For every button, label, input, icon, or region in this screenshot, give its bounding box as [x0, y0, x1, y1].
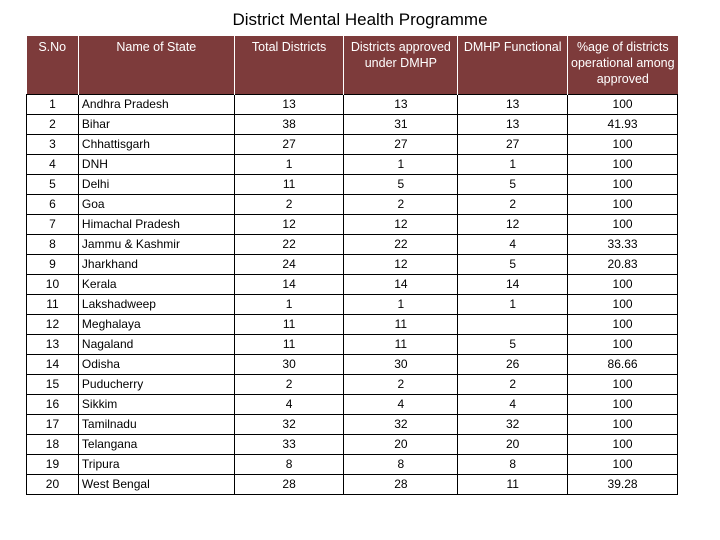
cell-percent-operational: 100 — [568, 154, 678, 174]
header-dmhp-functional: DMHP Functional — [458, 36, 568, 94]
table-row — [27, 154, 678, 174]
cell-sno: 4 — [27, 154, 79, 174]
cell-dmhp-functional: 32 — [458, 414, 568, 434]
cell-dmhp-functional: 11 — [458, 474, 568, 494]
cell-districts-approved: 32 — [344, 414, 458, 434]
header-row — [27, 36, 678, 94]
header-sno: S.No — [38, 40, 67, 54]
cell-dmhp-functional: 4 — [458, 234, 568, 254]
cell-total-districts: 1 — [234, 294, 344, 314]
cell-total-districts: 13 — [234, 94, 344, 114]
cell-sno: 17 — [27, 414, 79, 434]
cell-dmhp-functional: 5 — [458, 174, 568, 194]
cell-sno: 9 — [27, 254, 79, 274]
cell-total-districts: 14 — [234, 274, 344, 294]
cell-total-districts: 12 — [234, 214, 344, 234]
table-row — [27, 414, 678, 434]
cell-sno: 11 — [27, 294, 79, 314]
cell-districts-approved: 1 — [344, 154, 458, 174]
cell-districts-approved: 22 — [344, 234, 458, 254]
cell-districts-approved: 1 — [344, 294, 458, 314]
table-row — [27, 294, 678, 314]
cell-sno: 1 — [27, 94, 79, 114]
cell-state: Bihar — [78, 114, 234, 134]
table-row — [27, 314, 678, 334]
cell-sno: 15 — [27, 374, 79, 394]
cell-dmhp-functional: 12 — [458, 214, 568, 234]
cell-total-districts: 38 — [234, 114, 344, 134]
cell-districts-approved: 12 — [344, 254, 458, 274]
cell-percent-operational: 100 — [568, 214, 678, 234]
cell-sno: 7 — [27, 214, 79, 234]
table-body — [27, 94, 678, 494]
cell-percent-operational: 100 — [568, 94, 678, 114]
cell-total-districts: 11 — [234, 334, 344, 354]
table-row — [27, 474, 678, 494]
cell-percent-operational: 41.93 — [568, 114, 678, 134]
cell-percent-operational: 100 — [568, 434, 678, 454]
cell-districts-approved: 13 — [344, 94, 458, 114]
cell-total-districts: 30 — [234, 354, 344, 374]
cell-percent-operational: 20.83 — [568, 254, 678, 274]
cell-percent-operational: 100 — [568, 274, 678, 294]
cell-percent-operational: 100 — [568, 294, 678, 314]
cell-state: Goa — [78, 194, 234, 214]
cell-districts-approved: 27 — [344, 134, 458, 154]
cell-dmhp-functional: 14 — [458, 274, 568, 294]
cell-sno: 18 — [27, 434, 79, 454]
cell-state: Jharkhand — [78, 254, 234, 274]
cell-state: Puducherry — [78, 374, 234, 394]
cell-districts-approved: 31 — [344, 114, 458, 134]
cell-total-districts: 11 — [234, 314, 344, 334]
table-row — [27, 354, 678, 374]
table-row — [27, 394, 678, 414]
cell-dmhp-functional: 4 — [458, 394, 568, 414]
cell-districts-approved: 14 — [344, 274, 458, 294]
header-state: Name of State — [78, 36, 234, 94]
cell-state: Andhra Pradesh — [78, 94, 234, 114]
cell-sno: 5 — [27, 174, 79, 194]
cell-percent-operational: 100 — [568, 334, 678, 354]
table-row — [27, 114, 678, 134]
cell-state: Nagaland — [78, 334, 234, 354]
cell-total-districts: 28 — [234, 474, 344, 494]
cell-districts-approved: 20 — [344, 434, 458, 454]
cell-total-districts: 4 — [234, 394, 344, 414]
cell-total-districts: 32 — [234, 414, 344, 434]
cell-total-districts: 2 — [234, 194, 344, 214]
cell-total-districts: 11 — [234, 174, 344, 194]
cell-state: Telangana — [78, 434, 234, 454]
cell-state: Himachal Pradesh — [78, 214, 234, 234]
cell-state: Jammu & Kashmir — [78, 234, 234, 254]
cell-state: Tamilnadu — [78, 414, 234, 434]
cell-state: DNH — [78, 154, 234, 174]
cell-state: Odisha — [78, 354, 234, 374]
cell-sno: 3 — [27, 134, 79, 154]
cell-dmhp-functional: 5 — [458, 334, 568, 354]
cell-districts-approved: 4 — [344, 394, 458, 414]
table-row — [27, 274, 678, 294]
cell-dmhp-functional: 2 — [458, 374, 568, 394]
cell-sno: 8 — [27, 234, 79, 254]
cell-districts-approved: 11 — [344, 334, 458, 354]
cell-dmhp-functional: 27 — [458, 134, 568, 154]
cell-percent-operational: 100 — [568, 414, 678, 434]
cell-dmhp-functional: 26 — [458, 354, 568, 374]
cell-percent-operational: 100 — [568, 454, 678, 474]
cell-state: Sikkim — [78, 394, 234, 414]
cell-state: Meghalaya — [78, 314, 234, 334]
cell-districts-approved: 12 — [344, 214, 458, 234]
cell-dmhp-functional: 5 — [458, 254, 568, 274]
cell-districts-approved: 11 — [344, 314, 458, 334]
cell-sno: 19 — [27, 454, 79, 474]
cell-total-districts: 27 — [234, 134, 344, 154]
page-title: District Mental Health Programme — [232, 10, 488, 29]
cell-dmhp-functional: 1 — [458, 154, 568, 174]
table-row — [27, 214, 678, 234]
cell-sno: 2 — [27, 114, 79, 134]
cell-sno: 12 — [27, 314, 79, 334]
cell-sno: 10 — [27, 274, 79, 294]
cell-state: Chhattisgarh — [78, 134, 234, 154]
table-row — [27, 374, 678, 394]
cell-districts-approved: 5 — [344, 174, 458, 194]
header-districts-approved: Districts approved under DMHP — [344, 36, 458, 94]
cell-dmhp-functional: 1 — [458, 294, 568, 314]
cell-state: Delhi — [78, 174, 234, 194]
cell-dmhp-functional: 8 — [458, 454, 568, 474]
cell-dmhp-functional: 13 — [458, 94, 568, 114]
table-row — [27, 454, 678, 474]
cell-dmhp-functional: 2 — [458, 194, 568, 214]
dmhp-table — [26, 36, 678, 495]
cell-sno: 13 — [27, 334, 79, 354]
header-percent-operational: %age of districts operational among approved — [568, 36, 678, 94]
cell-state: Tripura — [78, 454, 234, 474]
cell-state: Lakshadweep — [78, 294, 234, 314]
cell-percent-operational: 86.66 — [568, 354, 678, 374]
cell-state: Kerala — [78, 274, 234, 294]
cell-total-districts: 2 — [234, 374, 344, 394]
cell-total-districts: 33 — [234, 434, 344, 454]
cell-percent-operational: 100 — [568, 374, 678, 394]
table-row — [27, 234, 678, 254]
table-row — [27, 94, 678, 114]
table-row — [27, 334, 678, 354]
cell-total-districts: 1 — [234, 154, 344, 174]
cell-percent-operational: 39.28 — [568, 474, 678, 494]
cell-districts-approved: 2 — [344, 194, 458, 214]
table-row — [27, 254, 678, 274]
cell-total-districts: 22 — [234, 234, 344, 254]
table-row — [27, 194, 678, 214]
table-row — [27, 174, 678, 194]
cell-percent-operational: 100 — [568, 174, 678, 194]
cell-sno: 20 — [27, 474, 79, 494]
cell-percent-operational: 100 — [568, 194, 678, 214]
cell-percent-operational: 33.33 — [568, 234, 678, 254]
cell-sno: 14 — [27, 354, 79, 374]
cell-percent-operational: 100 — [568, 314, 678, 334]
cell-sno: 16 — [27, 394, 79, 414]
table-row — [27, 134, 678, 154]
cell-total-districts: 24 — [234, 254, 344, 274]
cell-total-districts: 8 — [234, 454, 344, 474]
cell-percent-operational: 100 — [568, 134, 678, 154]
cell-dmhp-functional — [458, 314, 568, 334]
cell-districts-approved: 28 — [344, 474, 458, 494]
cell-dmhp-functional: 13 — [458, 114, 568, 134]
header-total-districts: Total Districts — [234, 36, 344, 94]
cell-districts-approved: 2 — [344, 374, 458, 394]
cell-percent-operational: 100 — [568, 394, 678, 414]
cell-dmhp-functional: 20 — [458, 434, 568, 454]
table-row — [27, 434, 678, 454]
cell-districts-approved: 30 — [344, 354, 458, 374]
cell-sno: 6 — [27, 194, 79, 214]
cell-state: West Bengal — [78, 474, 234, 494]
cell-districts-approved: 8 — [344, 454, 458, 474]
